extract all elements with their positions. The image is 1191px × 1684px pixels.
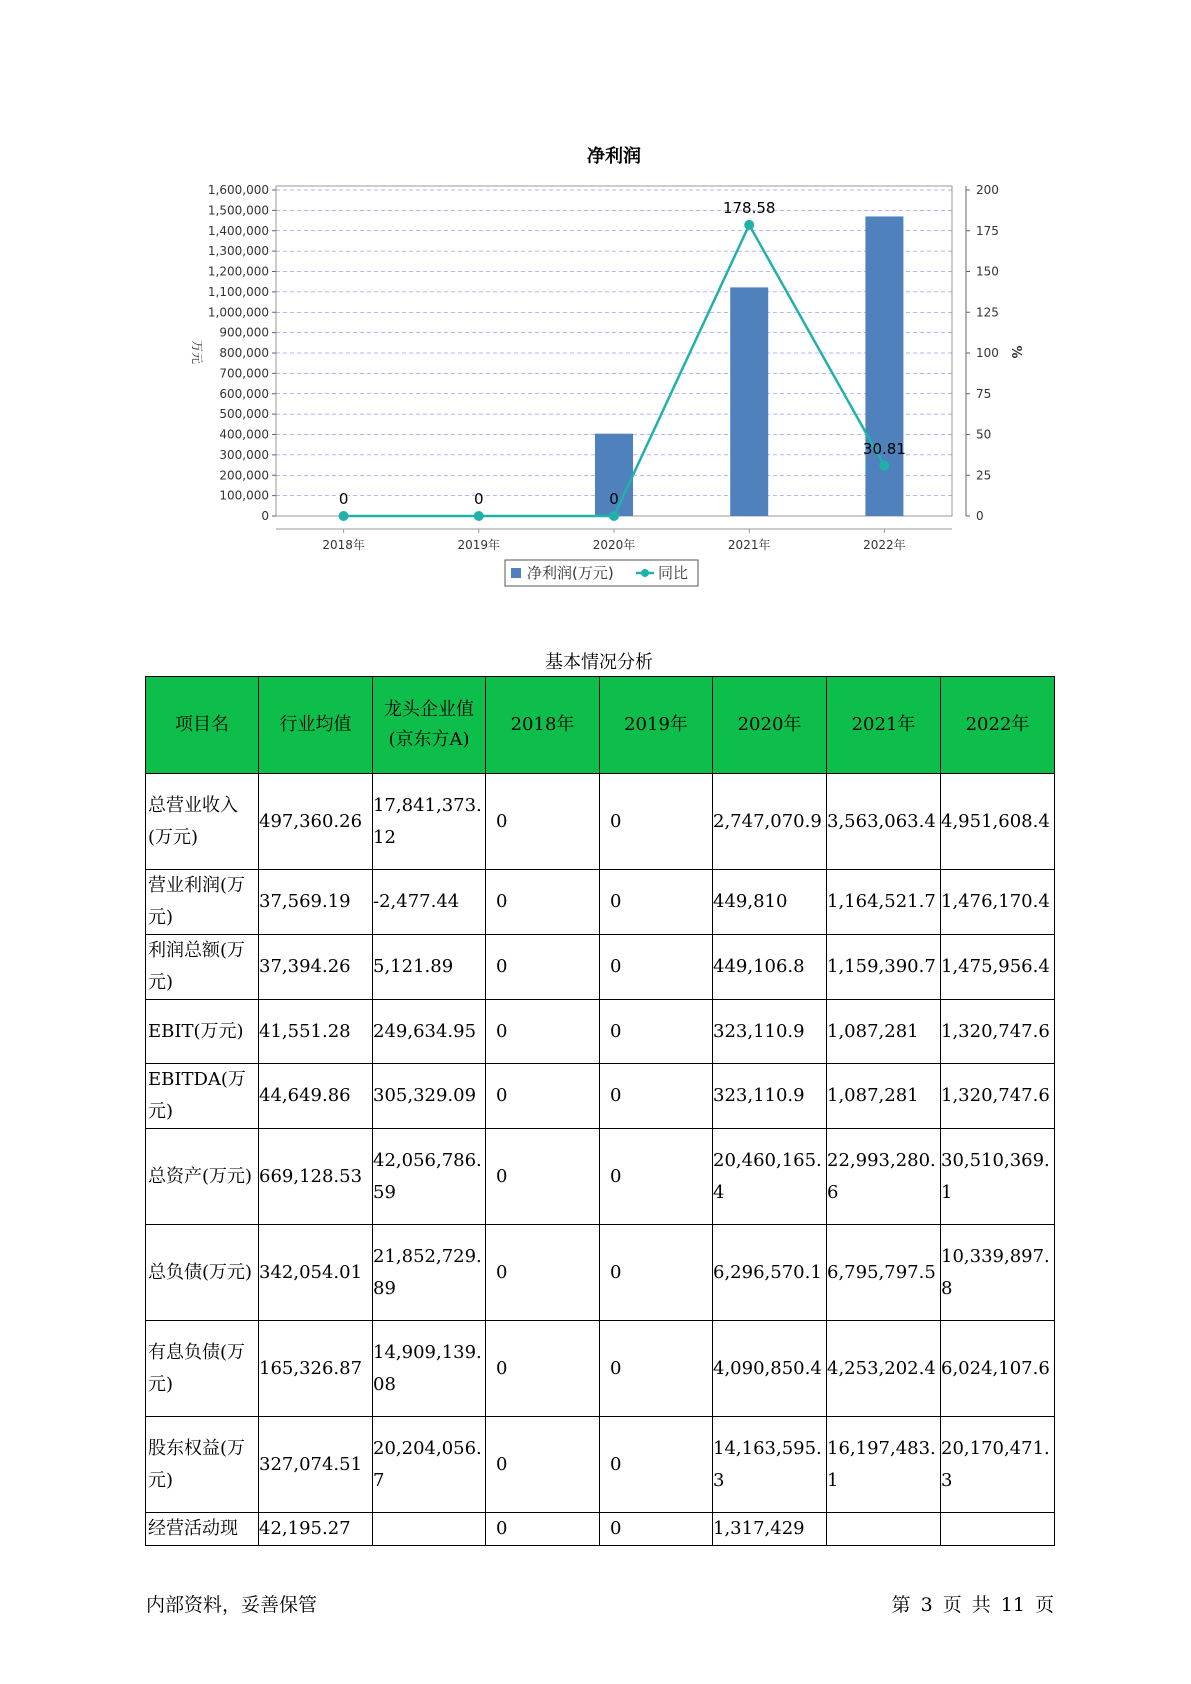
table-cell: 669,128.53: [259, 1129, 373, 1225]
table-cell: 327,074.51: [259, 1417, 373, 1513]
bar-net-profit: [865, 216, 903, 516]
table-cell: 21,852,729.89: [373, 1225, 486, 1321]
table-row: [146, 774, 1055, 870]
table-cell: -2,477.44: [373, 870, 486, 935]
table-cell: 1,087,281: [827, 1000, 941, 1064]
table-cell: 449,106.8: [713, 935, 827, 1000]
column-header: 2019年: [600, 677, 713, 774]
x-tick-label: 2020年: [592, 538, 636, 552]
table-cell: 30,510,369.1: [941, 1129, 1055, 1225]
table-cell: 17,841,373.12: [373, 774, 486, 870]
table-cell: 0: [600, 1000, 713, 1064]
column-header: 项目名: [146, 677, 259, 774]
table-cell: 37,569.19: [259, 870, 373, 935]
row-label: 利润总额(万元): [146, 935, 259, 1000]
table-row: [146, 1513, 1055, 1546]
point-yoy: [609, 511, 619, 521]
table-cell: 1,475,956.4: [941, 935, 1055, 1000]
y-left-tick-label: 0: [261, 509, 269, 523]
data-label-yoy: 30.81: [862, 439, 906, 458]
y-right-tick-label: 0: [976, 509, 984, 523]
table-cell: 1,317,429: [713, 1513, 827, 1546]
table-cell: 1,159,390.7: [827, 935, 941, 1000]
table-cell: 0: [600, 1225, 713, 1321]
row-label: 总营业收入(万元): [146, 774, 259, 870]
table-cell: 0: [486, 774, 600, 870]
point-yoy: [474, 511, 484, 521]
table-cell: 0: [600, 935, 713, 1000]
legend-swatch-bar: [511, 568, 521, 578]
y-left-tick-label: 300,000: [219, 447, 269, 462]
table-row: [146, 1129, 1055, 1225]
y-left-tick-label: 1,200,000: [207, 264, 269, 279]
y-right-tick-label: 200: [976, 183, 999, 197]
data-label-yoy: 178.58: [722, 198, 776, 217]
table-cell: 0: [486, 935, 600, 1000]
table-cell: 249,634.95: [373, 1000, 486, 1064]
table-cell: 6,795,797.5: [827, 1225, 941, 1321]
footer-page-number: 第 3 页 共 11 页: [891, 1594, 1054, 1616]
table-cell: 1,320,747.6: [941, 1064, 1055, 1129]
column-header: 2020年: [713, 677, 827, 774]
row-label: 总资产(万元): [146, 1129, 259, 1225]
table-cell: 342,054.01: [259, 1225, 373, 1321]
x-tick-label: 2019年: [457, 538, 501, 552]
table-header-row: [146, 677, 1055, 774]
net-profit-chart: [0, 0, 1191, 600]
y-right-tick-label: 125: [976, 305, 999, 320]
row-label: 有息负债(万元): [146, 1321, 259, 1417]
table-cell: 4,951,608.4: [941, 774, 1055, 870]
table-cell: 6,296,570.1: [713, 1225, 827, 1321]
table-row: [146, 935, 1055, 1000]
table-cell: 323,110.9: [713, 1064, 827, 1129]
table-cell: 0: [600, 1129, 713, 1225]
table-cell: 0: [486, 1129, 600, 1225]
chart-title: 净利润: [587, 146, 641, 167]
row-label: EBIT(万元): [146, 1000, 259, 1064]
table-cell: 10,339,897.8: [941, 1225, 1055, 1321]
legend-swatch-point: [641, 569, 649, 577]
table-cell: 0: [486, 870, 600, 935]
y-left-tick-label: 1,600,000: [207, 183, 269, 197]
bar-net-profit: [730, 287, 768, 516]
table-cell: 0: [486, 1000, 600, 1064]
table-caption: 基本情况分析: [545, 652, 653, 673]
table-row: [146, 870, 1055, 935]
table-cell: 1,320,747.6: [941, 1000, 1055, 1064]
table-cell: [941, 1513, 1055, 1546]
table-cell: 0: [486, 1225, 600, 1321]
table-row: [146, 1225, 1055, 1321]
point-yoy: [744, 220, 754, 230]
y-left-tick-label: 200,000: [219, 468, 269, 483]
table-cell: 20,204,056.7: [373, 1417, 486, 1513]
column-header: 2021年: [827, 677, 941, 774]
y-left-tick-label: 1,500,000: [207, 203, 269, 218]
table-cell: 0: [600, 870, 713, 935]
data-label-yoy: 0: [609, 490, 619, 508]
table-cell: 0: [486, 1417, 600, 1513]
row-label: 股东权益(万元): [146, 1417, 259, 1513]
table-cell: 165,326.87: [259, 1321, 373, 1417]
table-cell: 0: [486, 1321, 600, 1417]
column-header: 2018年: [486, 677, 600, 774]
y-left-tick-label: 700,000: [219, 366, 269, 381]
table-cell: 2,747,070.9: [713, 774, 827, 870]
table-cell: [373, 1513, 486, 1546]
table-cell: 323,110.9: [713, 1000, 827, 1064]
table-cell: 37,394.26: [259, 935, 373, 1000]
y-right-tick-label: 25: [976, 468, 992, 483]
x-tick-label: 2018年: [322, 538, 365, 552]
row-label: EBITDA(万元): [146, 1064, 259, 1129]
table-cell: 0: [600, 1321, 713, 1417]
y-left-tick-label: 400,000: [219, 427, 269, 442]
table-cell: 42,195.27: [259, 1513, 373, 1546]
column-header: 行业均值: [259, 677, 373, 774]
table-cell: 0: [486, 1513, 600, 1546]
y-right-tick-label: 150: [976, 264, 999, 279]
y-left-tick-label: 800,000: [219, 346, 269, 360]
y-left-tick-label: 1,100,000: [207, 284, 269, 299]
y-left-tick-label: 900,000: [219, 325, 269, 340]
table-cell: 0: [486, 1064, 600, 1129]
point-yoy: [879, 461, 889, 471]
table-cell: 44,649.86: [259, 1064, 373, 1129]
table-cell: 41,551.28: [259, 1000, 373, 1064]
footer-confidential: 内部资料，妥善保管: [146, 1594, 318, 1616]
table-row: [146, 1417, 1055, 1513]
row-label: 总负债(万元): [146, 1225, 259, 1321]
table-row: [146, 1000, 1055, 1064]
y-left-tick-label: 500,000: [219, 407, 269, 422]
table-cell: 20,170,471.3: [941, 1417, 1055, 1513]
table-cell: 22,993,280.6: [827, 1129, 941, 1225]
table-cell: 0: [600, 1417, 713, 1513]
y-right-tick-label: 100: [976, 346, 999, 360]
table-cell: 4,090,850.4: [713, 1321, 827, 1417]
table-cell: 42,056,786.59: [373, 1129, 486, 1225]
y-right-tick-label: 175: [976, 223, 999, 238]
table-cell: 497,360.26: [259, 774, 373, 870]
table-cell: 0: [600, 1513, 713, 1546]
table-row: [146, 1321, 1055, 1417]
table-cell: 1,164,521.7: [827, 870, 941, 935]
legend-label-bar: 净利润(万元): [527, 564, 614, 582]
y-left-tick-label: 1,400,000: [207, 223, 269, 238]
column-header: 2022年: [941, 677, 1055, 774]
row-label: 经营活动现: [146, 1513, 259, 1546]
table-cell: 14,909,139.08: [373, 1321, 486, 1417]
y-right-axis-label: %: [1008, 345, 1023, 359]
analysis-table: [145, 676, 1055, 1546]
x-tick-label: 2021年: [727, 538, 771, 552]
row-label: 营业利润(万元): [146, 870, 259, 935]
table-cell: 14,163,595.3: [713, 1417, 827, 1513]
y-left-tick-label: 600,000: [219, 386, 269, 401]
table-cell: 0: [600, 1064, 713, 1129]
data-label-yoy: 0: [474, 490, 484, 508]
column-header: 龙头企业值(京东方A): [373, 677, 486, 774]
table-cell: 4,253,202.4: [827, 1321, 941, 1417]
table-cell: [827, 1513, 941, 1546]
y-left-axis-label: 万元: [190, 339, 204, 365]
table-cell: 3,563,063.4: [827, 774, 941, 870]
table-cell: 449,810: [713, 870, 827, 935]
table-cell: 6,024,107.6: [941, 1321, 1055, 1417]
y-right-tick-label: 50: [976, 427, 992, 442]
x-tick-label: 2022年: [863, 538, 906, 552]
table-cell: 5,121.89: [373, 935, 486, 1000]
legend-label-line: 同比: [658, 564, 689, 582]
table-cell: 1,087,281: [827, 1064, 941, 1129]
table-cell: 305,329.09: [373, 1064, 486, 1129]
point-yoy: [339, 511, 349, 521]
table-cell: 0: [600, 774, 713, 870]
table-row: [146, 1064, 1055, 1129]
y-left-tick-label: 100,000: [219, 488, 269, 503]
y-right-tick-label: 75: [976, 386, 992, 401]
y-left-tick-label: 1,300,000: [207, 244, 269, 259]
y-left-tick-label: 1,000,000: [207, 305, 269, 320]
data-label-yoy: 0: [338, 490, 349, 508]
table-cell: 1,476,170.4: [941, 870, 1055, 935]
table-cell: 20,460,165.4: [713, 1129, 827, 1225]
table-cell: 16,197,483.1: [827, 1417, 941, 1513]
